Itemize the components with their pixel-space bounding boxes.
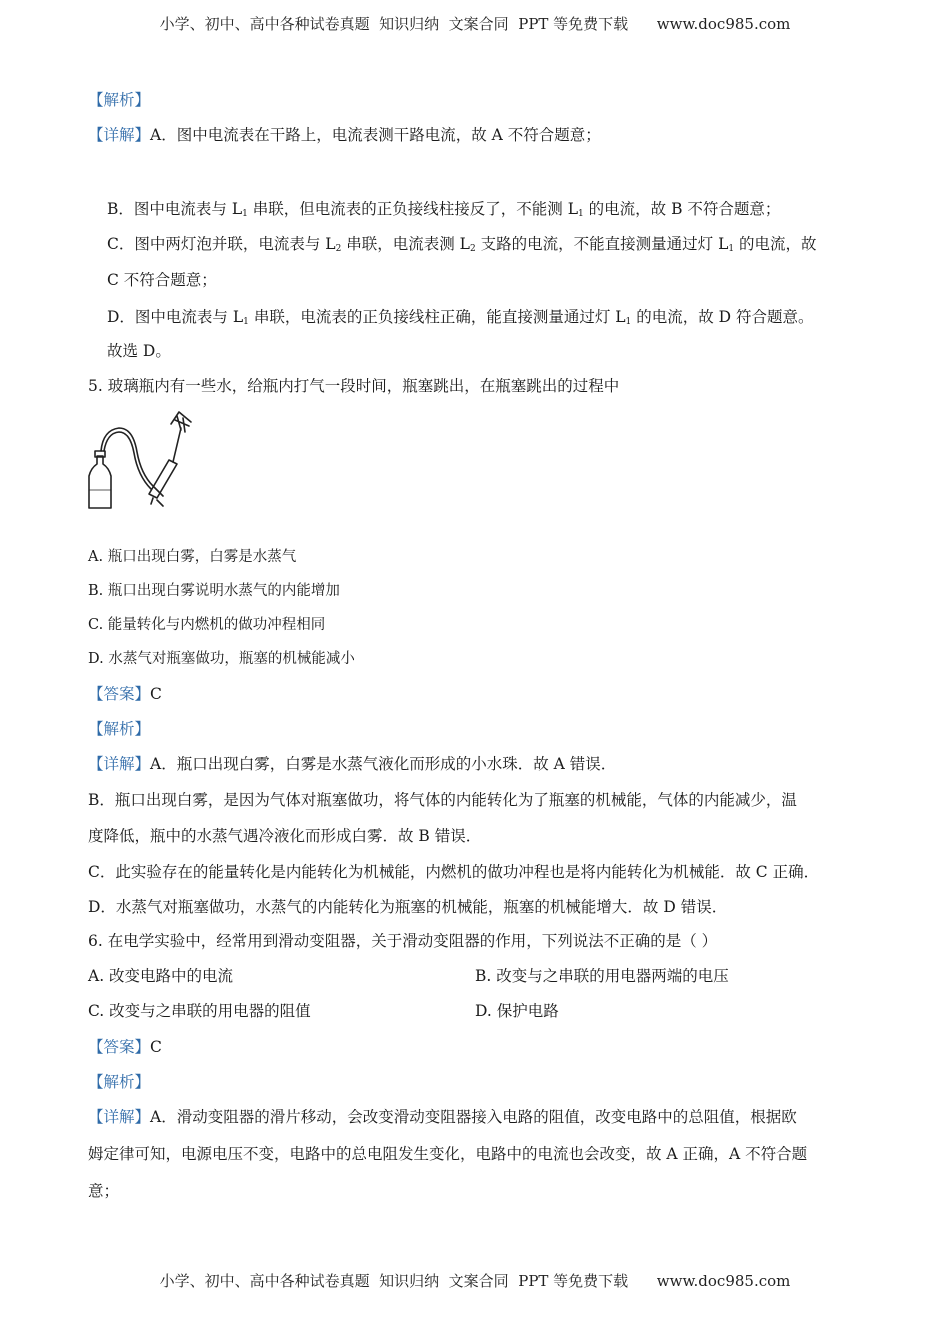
q5-detail-d: D．水蒸气对瓶塞做功，水蒸气的内能转化为瓶塞的机械能，瓶塞的机械能增大．故 D 错误． xyxy=(88,898,728,916)
q4-c-part1: C．图中两灯泡并联，电流表与 L xyxy=(107,235,336,253)
q6-answer-value: C xyxy=(150,1038,162,1056)
q4-b-sub2: 1 xyxy=(578,209,584,219)
q5-option-a: A. 瓶口出现白雾，白雾是水蒸气 xyxy=(88,549,297,565)
q4-detail-tag: 【详解】 xyxy=(88,126,151,144)
q6-option-d: D. 保护电路 xyxy=(475,1002,559,1020)
q4-detail-c xyxy=(107,234,817,259)
q5-answer-value: C xyxy=(150,685,162,703)
page-header-banner: 小学、初中、高中各种试卷真题 知识归纳 文案合同 PPT 等免费下载 www.doc985.com xyxy=(159,15,791,33)
q4-d-part2: 串联，电流表的正负接线柱正确，能直接测量通过灯 L xyxy=(248,308,626,326)
q5-option-d: D. 水蒸气对瓶塞做功，瓶塞的机械能减小 xyxy=(88,651,355,667)
q5-answer xyxy=(88,684,162,704)
q4-b-part2: 串联，但电流表的正负接线柱接反了，不能测 L xyxy=(247,200,579,218)
q6-answer xyxy=(88,1037,162,1057)
q4-d-sub1: 1 xyxy=(243,317,249,327)
page-footer-banner: 小学、初中、高中各种试卷真题 知识归纳 文案合同 PPT 等免费下载 www.doc985.com xyxy=(159,1272,791,1290)
q5-answer-tag: 【答案】 xyxy=(88,685,151,703)
q4-b-sub1: 1 xyxy=(242,209,248,219)
q6-detail-a-text: A．滑动变阻器的滑片移动，会改变滑动变阻器接入电路的阻值，改变电路中的总阻值，根据欧 xyxy=(150,1108,797,1126)
q4-c-sub2: 2 xyxy=(469,244,476,254)
q4-c-part3: 支路的电流，不能直接测量通过灯 L xyxy=(475,235,729,253)
q6-detail-a-cont2: 意； xyxy=(88,1182,120,1200)
q6-option-b: B. 改变与之串联的用电器两端的电压 xyxy=(475,967,729,985)
q5-detail-b: B．瓶口出现白雾，是因为气体对瓶塞做功，将气体的内能转化为了瓶塞的机械能，气体的内能减少，温 xyxy=(88,791,797,809)
q6-option-a: A. 改变电路中的电流 xyxy=(88,967,234,985)
q4-detail-d xyxy=(107,307,814,332)
q4-b-part3: 的电流，故 B 不符合题意； xyxy=(583,200,781,218)
q5-analysis-tag: 【解析】 xyxy=(88,720,151,738)
q4-c-part4: 的电流，故 xyxy=(734,235,817,253)
q5-detail-b-cont: 度降低，瓶中的水蒸气遇冷液化而形成白雾．故 B 错误． xyxy=(88,827,482,845)
q6-detail-tag: 【详解】 xyxy=(88,1108,151,1126)
q4-analysis-tag: 【解析】 xyxy=(88,91,151,109)
q4-d-part3: 的电流，故 D 符合题意。 xyxy=(631,308,814,326)
q5-detail-c: C．此实验存在的能量转化是内能转化为机械能，内燃机的做功冲程也是将内能转化为机械能．故 C 正确． xyxy=(88,863,820,881)
q4-detail-c-cont: C 不符合题意； xyxy=(107,271,217,289)
q6-analysis-tag: 【解析】 xyxy=(88,1073,151,1091)
q4-c-sub3: 1 xyxy=(728,244,735,254)
q5-detail-tag: 【详解】 xyxy=(88,755,151,773)
q4-detail-a xyxy=(88,125,601,145)
q6-detail-a xyxy=(88,1107,797,1127)
q6-stem: 6. 在电学实验中，经常用到滑动变阻器，关于滑动变阻器的作用，下列说法不正确的是（ ） xyxy=(88,932,718,950)
q4-c-sub1: 2 xyxy=(335,244,342,254)
q6-option-c: C. 改变与之串联的用电器的阻值 xyxy=(88,1002,311,1020)
q4-c-part2: 串联，电流表测 L xyxy=(341,235,470,253)
q5-detail-a-text: A．瓶口出现白雾，白雾是水蒸气液化而形成的小水珠．故 A 错误． xyxy=(150,755,617,773)
q5-stem: 5. 玻璃瓶内有一些水，给瓶内打气一段时间，瓶塞跳出，在瓶塞跳出的过程中 xyxy=(88,377,620,395)
q4-detail-b xyxy=(107,199,780,224)
q5-detail-a xyxy=(88,754,616,774)
bottle-pump-figure-icon xyxy=(85,408,195,512)
q6-answer-tag: 【答案】 xyxy=(88,1038,151,1056)
q6-detail-a-cont1: 姆定律可知，电源电压不变，电路中的总电阻发生变化，电路中的电流也会改变，故 A 正确，A 不符合题 xyxy=(88,1145,808,1163)
q5-option-c: C. 能量转化与内燃机的做功冲程相同 xyxy=(88,617,326,633)
q4-conclusion: 故选 D。 xyxy=(107,342,171,360)
q4-d-sub2: 1 xyxy=(625,317,632,327)
q4-d-part1: D．图中电流表与 L xyxy=(107,308,244,326)
q5-option-b: B. 瓶口出现白雾说明水蒸气的内能增加 xyxy=(88,583,340,599)
q4-detail-a-text: A．图中电流表在干路上，电流表测干路电流，故 A 不符合题意； xyxy=(150,126,601,144)
q4-b-part1: B．图中电流表与 L xyxy=(107,200,243,218)
